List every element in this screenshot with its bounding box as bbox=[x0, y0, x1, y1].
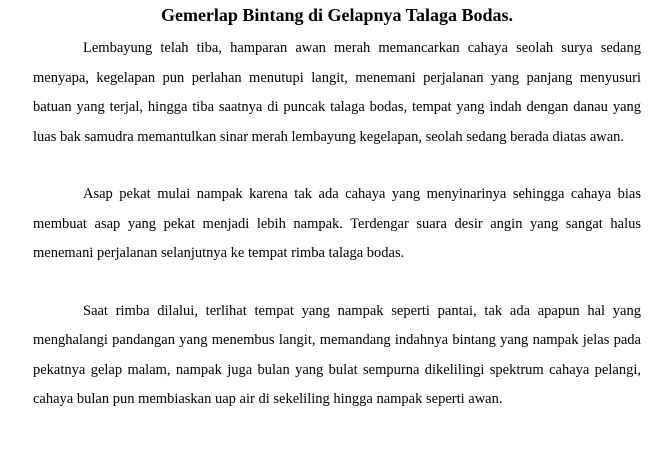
document-title: Gemerlap Bintang di Gelapnya Talaga Bodas. bbox=[160, 5, 514, 25]
paragraph-1: Lembayung telah tiba, hamparan awan merah memancarkan cahaya seolah surya sedang menyapa, kegelapan pun perlahan menutupi langit, menemani perjalanan yang panjang menyusuri batuan yang terjal, hingga tiba saatnya di puncak talaga bodas, tempat yang indah dengan danau yang luas bak samudra memantulkan sinar merah lembayung kegelapan, seolah sedang berada diatas awan. bbox=[33, 40, 641, 145]
paragraph-3: Saat rimba dilalui, terlihat tempat yang nampak seperti pantai, tak ada apapun hal yang menghalangi pandangan yang menembus langit, memandang indahnya bintang yang nampak jelas pada pekatnya gelap malam, nampak juga bulan yang bulat sempurna dikelilingi spektrum cahaya pelangi, cahaya bulan pun membiaskan uap air di sekeliling hingga nampak seperti awan. bbox=[33, 302, 641, 407]
paragraph-2: Asap pekat mulai nampak karena tak ada cahaya yang menyinarinya sehingga cahaya bias membuat asap yang pekat menjadi lebih nampak. Terdengar suara desir angin yang sangat halus menemani perjalanan selanjutnya ke tempat rimba talaga bodas. bbox=[33, 186, 641, 261]
